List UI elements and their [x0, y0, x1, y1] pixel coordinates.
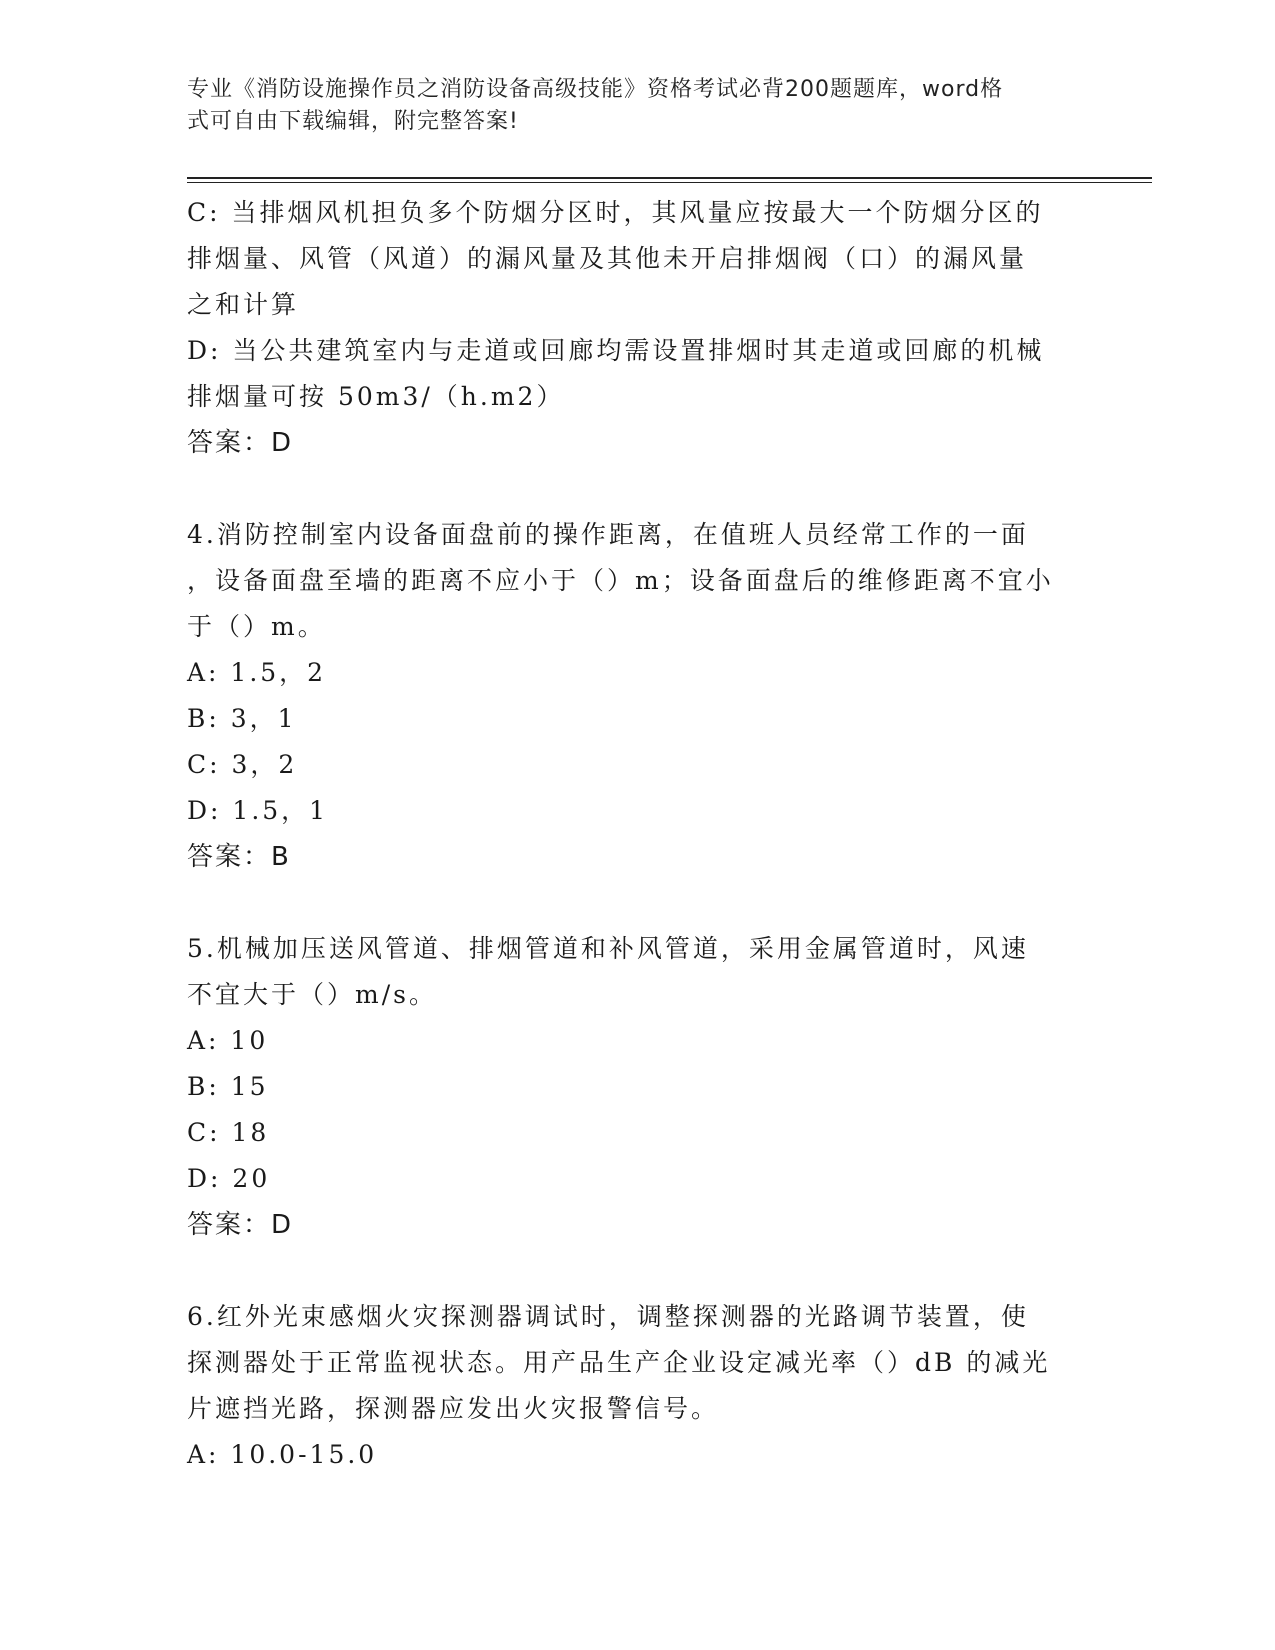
question-stem-line-2: ，设备面盘至墙的距离不应小于（）m；设备面盘后的维修距离不宜小	[187, 566, 1054, 595]
question-3-tail	[187, 190, 1067, 466]
question-stem-line-1: 5.机械加压送风管道、排烟管道和补风管道，采用金属管道时，风速	[187, 934, 1029, 963]
spacer	[187, 880, 1067, 926]
option-d-line-1: D: 当公共建筑室内与走道或回廊均需设置排烟时其走道或回廊的机械	[187, 336, 1045, 365]
question-stem-line-1: 4.消防控制室内设备面盘前的操作距离，在值班人员经常工作的一面	[187, 520, 1029, 549]
option-b: B: 15	[187, 1072, 269, 1101]
option-a: A: 10.0-15.0	[187, 1440, 378, 1469]
answer-label: 答案：B	[187, 842, 291, 872]
option-c-line-1: C: 当排烟风机担负多个防烟分区时，其风量应按最大一个防烟分区的	[187, 198, 1044, 227]
answer-label: 答案：D	[187, 1210, 294, 1240]
option-d-line-2: 排烟量可按 50m3/（h.m2）	[187, 382, 565, 411]
option-c-line-3: 之和计算	[187, 290, 300, 319]
header-divider-thick	[187, 177, 1152, 179]
option-d: D: 1.5，1	[187, 796, 329, 825]
document-header	[187, 74, 1067, 138]
question-4	[187, 512, 1067, 880]
question-stem-line-2: 不宜大于（）m/s。	[187, 980, 437, 1009]
header-line-1: 专业《消防设施操作员之消防设备高级技能》资格考试必背200题题库，word格	[187, 77, 1004, 102]
question-6	[187, 1294, 1067, 1478]
option-d: D: 20	[187, 1164, 271, 1193]
spacer	[187, 466, 1067, 512]
question-stem-line-1: 6.红外光束感烟火灾探测器调试时，调整探测器的光路调节装置，使	[187, 1302, 1029, 1331]
option-b: B: 3，1	[187, 704, 297, 733]
header-divider-thin	[187, 182, 1152, 183]
question-stem-line-3: 片遮挡光路，探测器应发出火灾报警信号。	[187, 1394, 720, 1423]
option-a: A: 1.5，2	[187, 658, 327, 687]
option-c: C: 18	[187, 1118, 270, 1147]
header-line-2: 式可自由下载编辑，附完整答案!	[187, 109, 519, 134]
question-stem-line-2: 探测器处于正常监视状态。用产品生产企业设定减光率（）dB 的减光	[187, 1348, 1051, 1377]
spacer	[187, 1248, 1067, 1294]
question-5	[187, 926, 1067, 1248]
option-c-line-2: 排烟量、风管（风道）的漏风量及其他未开启排烟阀（口）的漏风量	[187, 244, 1028, 273]
question-content	[187, 190, 1067, 1478]
option-a: A: 10	[187, 1026, 269, 1055]
option-c: C: 3，2	[187, 750, 298, 779]
question-stem-line-3: 于（）m。	[187, 612, 326, 641]
answer-label: 答案：D	[187, 428, 294, 458]
